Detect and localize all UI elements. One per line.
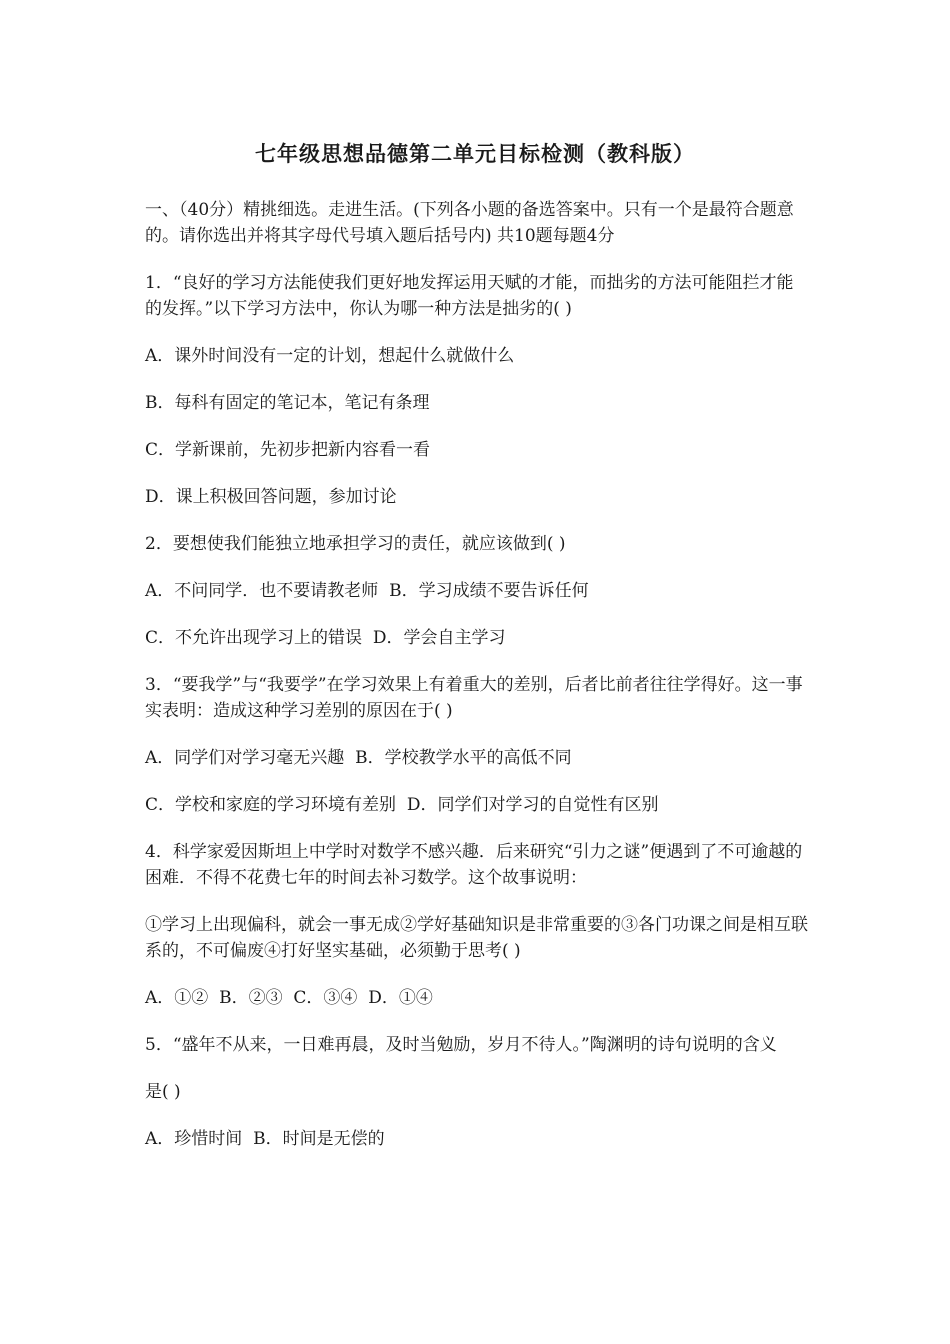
question-3-options-ab: A．同学们对学习毫无兴趣 B．学校教学水平的高低不同 bbox=[145, 748, 572, 768]
question-1: 1．“良好的学习方法能使我们更好地发挥运用天赋的才能，而拙劣的方法可能阻拦才能的发挥。”以下学习方法中，你认为哪一种方法是拙劣的( ) bbox=[145, 273, 794, 319]
document-title: 七年级思想品德第二单元目标检测（教科版） bbox=[255, 141, 695, 166]
question-1-option-b: B．每科有固定的笔记本，笔记有条理 bbox=[145, 393, 430, 413]
question-3-options-cd: C．学校和家庭的学习环境有差别 D．同学们对学习的自觉性有区别 bbox=[145, 795, 659, 815]
document-body bbox=[145, 197, 810, 1173]
question-4-statements: ①学习上出现偏科，就会一事无成②学好基础知识是非常重要的③各门功课之间是相互联系的，不可偏废④打好坚实基础，必须勤于思考( ) bbox=[145, 915, 808, 961]
question-3: 3．“要我学”与“我要学”在学习效果上有着重大的差别，后者比前者往往学得好。这一事实表明：造成这种学习差别的原因在于( ) bbox=[145, 675, 803, 721]
question-2-options-ab: A．不问同学．也不要请教老师 B．学习成绩不要告诉任何 bbox=[145, 581, 589, 601]
question-1-option-d: D．课上积极回答问题，参加讨论 bbox=[145, 487, 397, 507]
question-4: 4．科学家爱因斯坦上中学时对数学不感兴趣．后来研究“引力之谜”便遇到了不可逾越的困难．不得不花费七年的时间去补习数学。这个故事说明： bbox=[145, 842, 803, 888]
question-2: 2．要想使我们能独立地承担学习的责任，就应该做到( ) bbox=[145, 534, 566, 554]
question-1-option-c: C．学新课前，先初步把新内容看一看 bbox=[145, 440, 431, 460]
question-5-continued: 是( ) bbox=[145, 1082, 181, 1102]
question-2-options-cd: C．不允许出现学习上的错误 D．学会自主学习 bbox=[145, 628, 506, 648]
question-5-options: A．珍惜时间 B．时间是无偿的 bbox=[145, 1129, 385, 1149]
question-1-option-a: A．课外时间没有一定的计划，想起什么就做什么 bbox=[145, 346, 515, 366]
section-instructions: 一、（40分）精挑细选。走进生活。(下列各小题的备选答案中。只有一个是最符合题意的。请你选出并将其字母代号填入题后括号内) 共10题每题4分 bbox=[145, 200, 794, 246]
question-4-options: A．①② B．②③ C．③④ D．①④ bbox=[145, 988, 433, 1008]
question-5: 5．“盛年不从来，一日难再晨，及时当勉励，岁月不待人。”陶渊明的诗句说明的含义 bbox=[145, 1035, 777, 1055]
